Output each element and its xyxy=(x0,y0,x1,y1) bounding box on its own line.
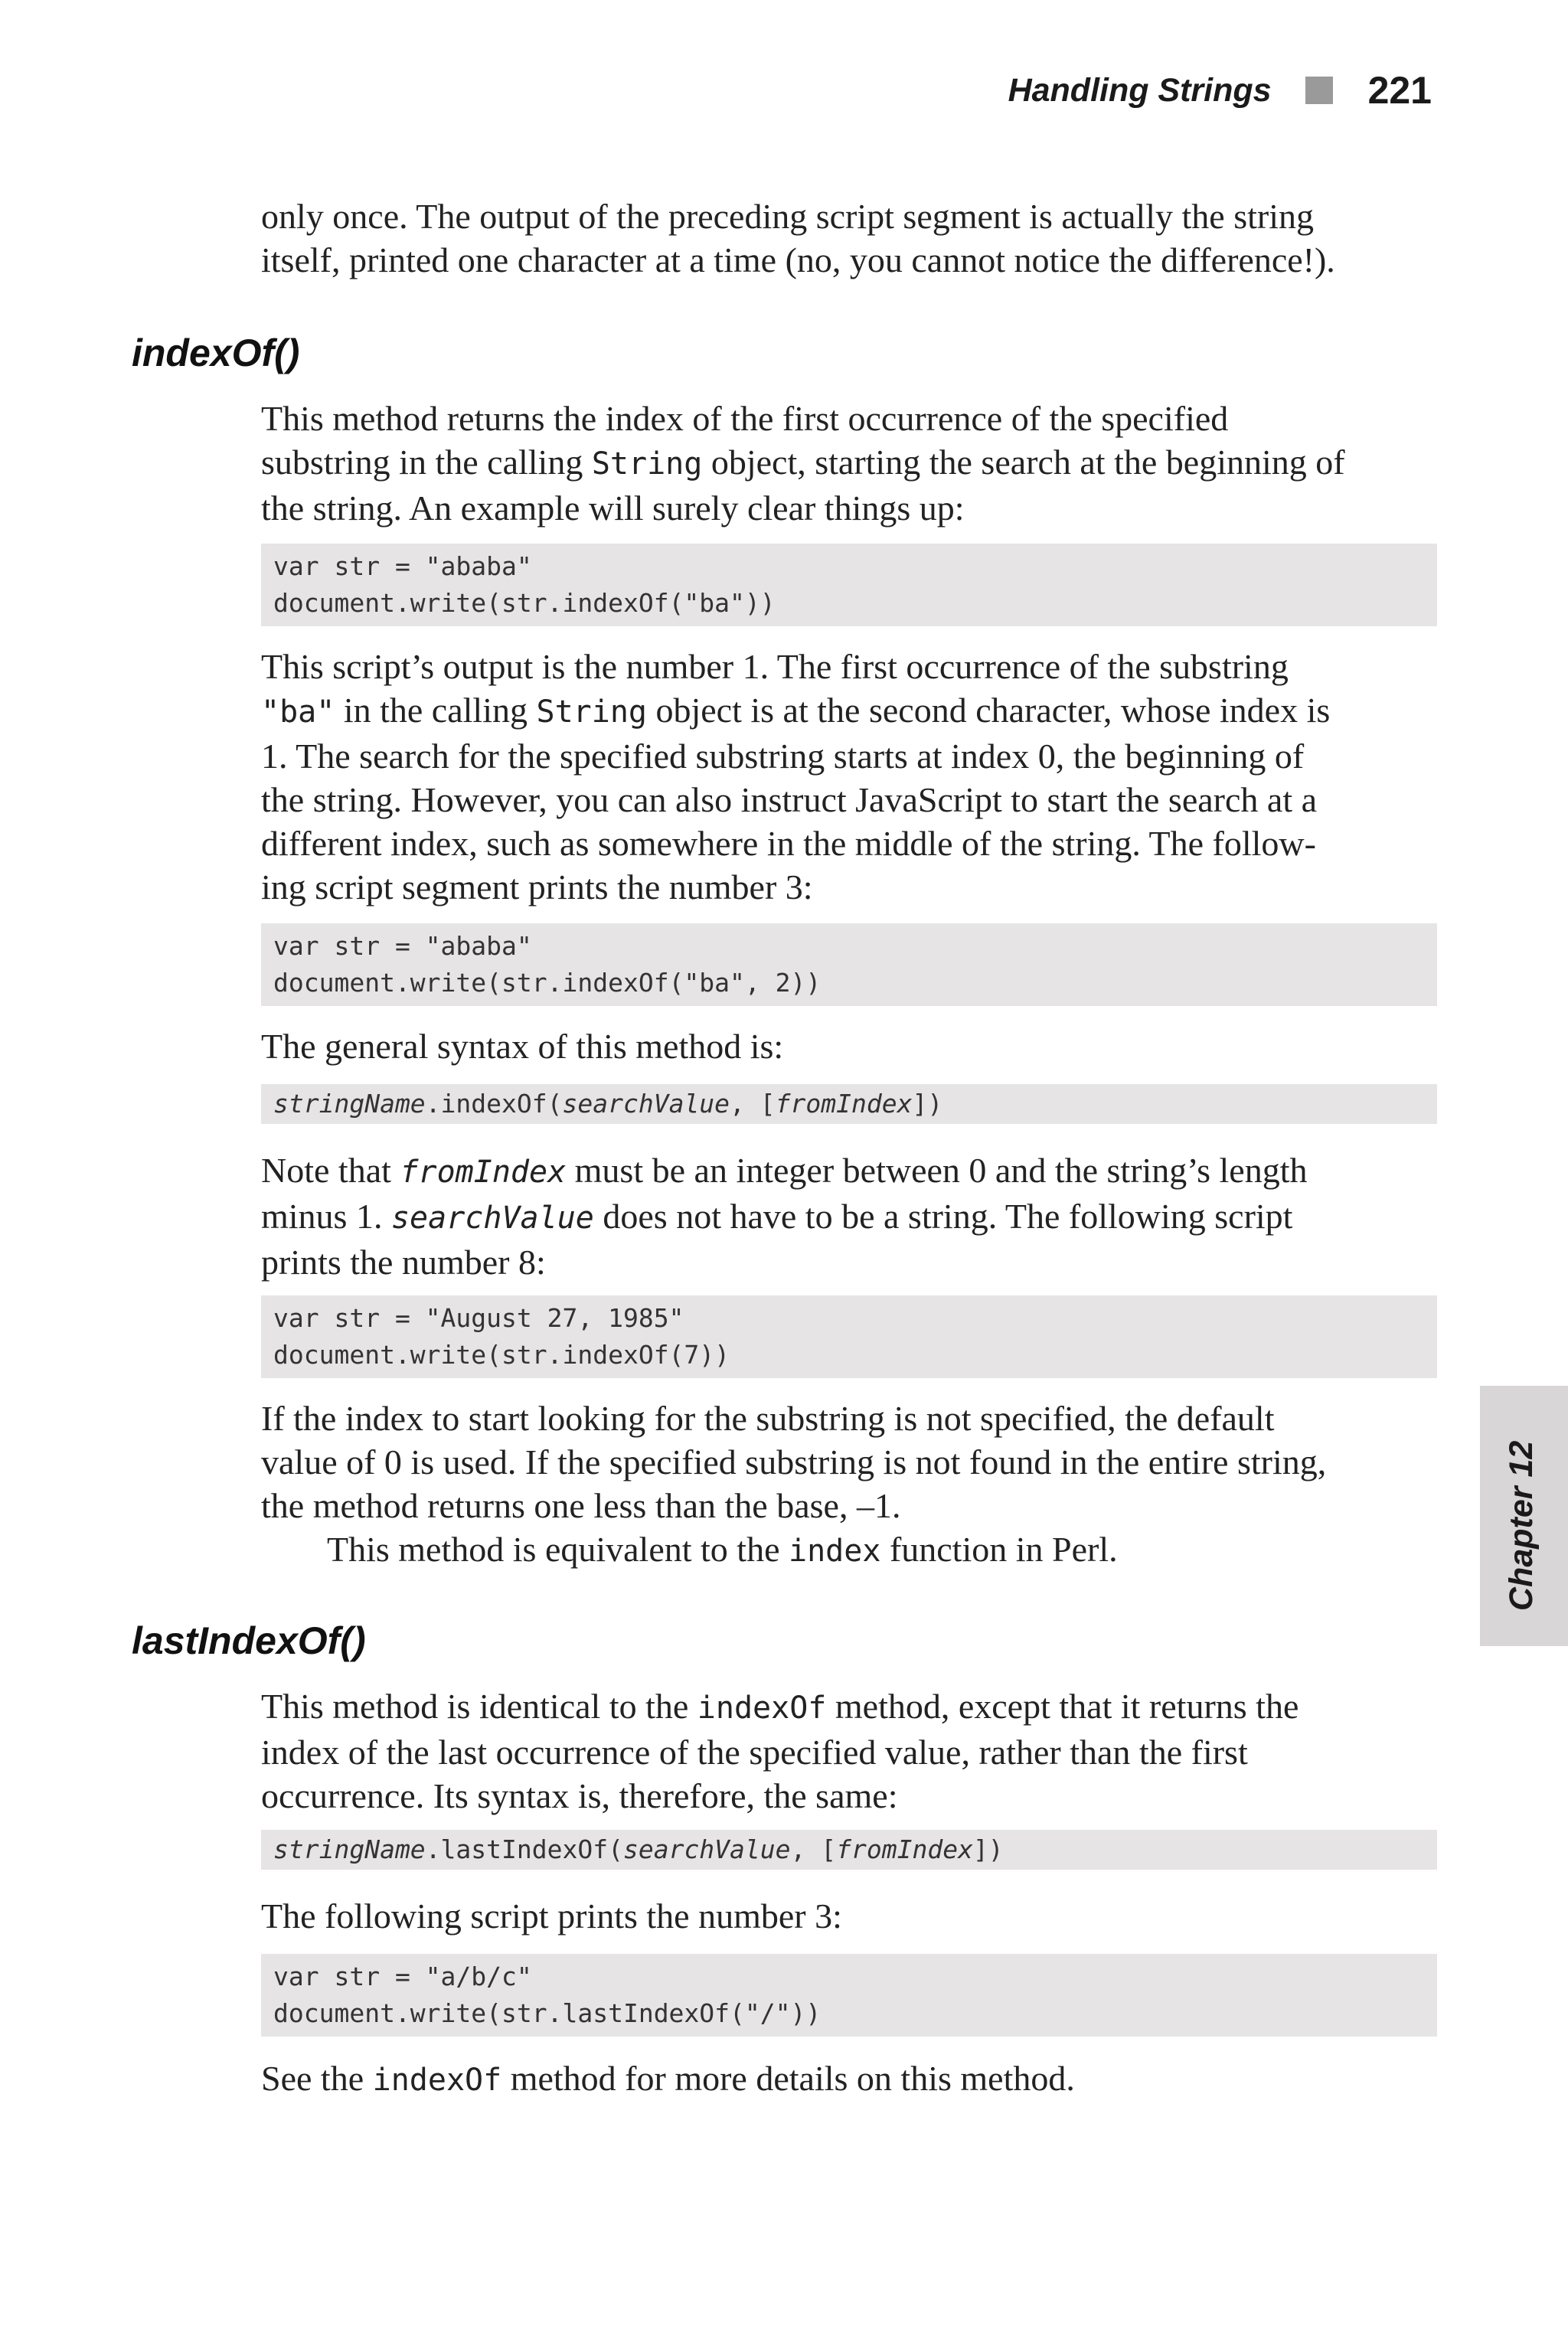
inline-code: index xyxy=(789,1534,881,1569)
code-line: document.write(str.lastIndexOf("/")) xyxy=(273,1998,822,2028)
paragraph-line: The general syntax of this method is: xyxy=(261,1027,784,1066)
paragraph-line: different index, such as somewhere in the middle of the string. The follow- xyxy=(261,824,1316,863)
code-block xyxy=(261,544,1437,626)
inline-code: searchValue xyxy=(390,1200,594,1236)
code-line: var str = "a/b/c" xyxy=(273,1962,532,1991)
indexof-paragraph-4 xyxy=(261,1148,1437,1284)
paragraph-line: This method is equivalent to the index function in Perl. xyxy=(327,1530,1118,1569)
syntax-line: stringName.lastIndexOf(searchValue, [fromIndex]) xyxy=(273,1834,1004,1864)
indexof-paragraph-1 xyxy=(261,397,1437,530)
paragraph-line: 1. The search for the specified substring starts at index 0, the beginning of xyxy=(261,737,1305,776)
code-line: var str = "ababa" xyxy=(273,931,532,961)
section-heading-indexof: indexOf() xyxy=(132,332,300,374)
paragraph-line: the string. However, you can also instruct JavaScript to start the search at a xyxy=(261,780,1318,819)
paragraph-line: prints the number 8: xyxy=(261,1243,546,1282)
code-line: document.write(str.indexOf("ba", 2)) xyxy=(273,968,822,998)
intro-line: itself, printed one character at a time (no, you cannot notice the difference!). xyxy=(261,240,1335,279)
intro-paragraph xyxy=(261,194,1437,282)
indexof-paragraph-2 xyxy=(261,645,1437,909)
paragraph-line: The following script prints the number 3: xyxy=(261,1896,842,1936)
paragraph-line: This method returns the index of the first occurrence of the specified xyxy=(261,399,1229,438)
paragraph-line: "ba" in the calling String object is at the second character, whose index is xyxy=(261,691,1331,730)
paragraph-line: the string. An example will surely clear things up: xyxy=(261,488,965,528)
paragraph-line: the method returns one less than the base, –1. xyxy=(261,1486,901,1525)
code-line: document.write(str.indexOf(7)) xyxy=(273,1340,730,1370)
paragraph-line: value of 0 is used. If the specified substring is not found in the entire string, xyxy=(261,1442,1327,1481)
paragraph-line: substring in the calling String object, starting the search at the beginning of xyxy=(261,443,1345,482)
paragraph-line: If the index to start looking for the substring is not specified, the default xyxy=(261,1399,1275,1438)
paragraph-line: ing script segment prints the number 3: xyxy=(261,867,813,906)
paragraph-line: occurrence. Its syntax is, therefore, the same: xyxy=(261,1776,898,1815)
syntax-block xyxy=(261,1830,1437,1870)
paragraph-line: This script’s output is the number 1. The first occurrence of the substring xyxy=(261,647,1289,686)
syntax-block xyxy=(261,1084,1437,1124)
chapter-tab-label: Chapter 12 xyxy=(1503,1440,1540,1611)
paragraph-line: This method is identical to the indexOf method, except that it returns the xyxy=(261,1687,1299,1726)
lastindexof-paragraph-3 xyxy=(261,2056,1437,2102)
running-header xyxy=(1008,67,1432,113)
syntax-line: stringName.indexOf(searchValue, [fromIndex]) xyxy=(273,1089,943,1119)
code-line: document.write(str.indexOf("ba")) xyxy=(273,588,776,618)
paragraph-line: index of the last occurrence of the specified value, rather than the first xyxy=(261,1733,1248,1772)
inline-code: fromIndex xyxy=(400,1155,567,1190)
code-block xyxy=(261,1954,1437,2037)
code-block xyxy=(261,923,1437,1006)
intro-line: only once. The output of the preceding script segment is actually the string xyxy=(261,197,1314,236)
code-block xyxy=(261,1295,1437,1378)
inline-code: indexOf xyxy=(372,2063,502,2098)
inline-code: "ba" xyxy=(261,694,335,730)
section-heading-lastindexof: lastIndexOf() xyxy=(132,1619,366,1662)
paragraph-line: minus 1. searchValue does not have to be a string. The following script xyxy=(261,1197,1293,1236)
page-number: 221 xyxy=(1367,69,1432,112)
inline-code: String xyxy=(591,446,703,482)
header-title: Handling Strings xyxy=(1008,71,1272,109)
lastindexof-paragraph-2 xyxy=(261,1894,1437,1938)
header-square-ornament xyxy=(1305,77,1333,104)
code-line: var str = "August 27, 1985" xyxy=(273,1303,684,1333)
indexof-paragraph-5 xyxy=(261,1396,1437,1573)
paragraph-line: Note that fromIndex must be an integer between 0 and the string’s length xyxy=(261,1151,1308,1190)
indexof-paragraph-3 xyxy=(261,1024,1437,1068)
code-line: var str = "ababa" xyxy=(273,551,532,581)
inline-code: String xyxy=(536,694,647,730)
paragraph-line: See the indexOf method for more details on this method. xyxy=(261,2059,1075,2098)
inline-code: indexOf xyxy=(697,1690,827,1726)
lastindexof-paragraph-1 xyxy=(261,1684,1437,1818)
